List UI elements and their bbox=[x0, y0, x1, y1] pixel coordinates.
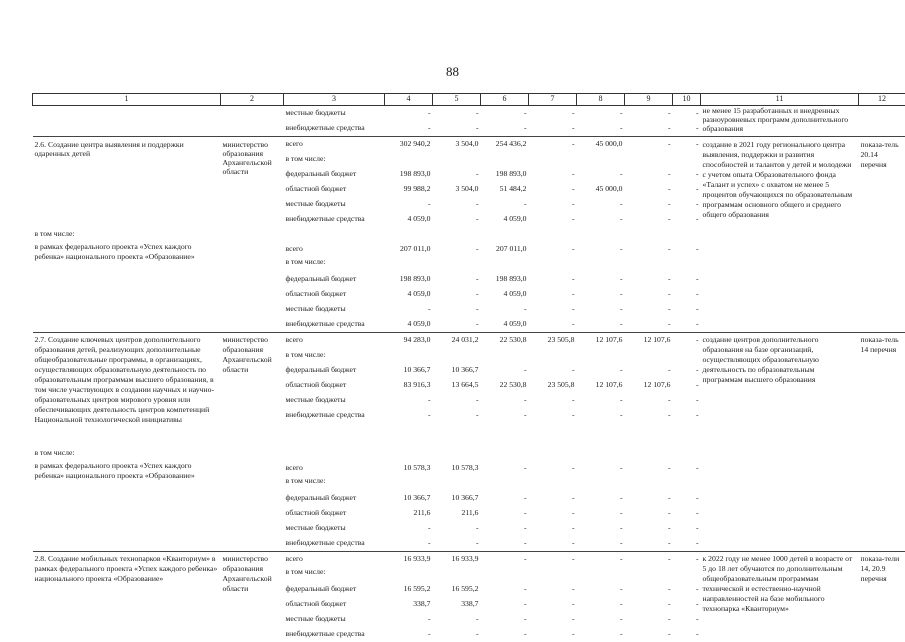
sub-measure-name: в рамках федерального проекта «Успех каждого ребенка» национального проекта «Образование» bbox=[33, 242, 221, 333]
table-row bbox=[33, 446, 905, 461]
table-row: областной бюджет 211,6 211,6 - - - - - bbox=[33, 506, 905, 521]
column-header-row bbox=[33, 94, 905, 106]
column-number: 3 bbox=[284, 94, 385, 106]
table-row: федеральный бюджет 198 893,0 - 198 893,0 - - - - bbox=[33, 167, 905, 182]
expected-result: к 2022 году не менее 1000 детей в возрасте от 5 до 18 лет обучаются по дополнительным общеобразовательным программам технической и естественно-научной направленностей на базе мобильного технопарка «Кванториум» bbox=[701, 552, 859, 642]
table-row: федеральный бюджет 16 595,2 16 595,2 - - - - - bbox=[33, 582, 905, 597]
table-row: областной бюджет 83 916,3 13 664,5 22 530,8 23 505,8 12 107,6 12 107,6 - bbox=[33, 378, 905, 393]
expected-result: создание в 2021 году регионального центра выявления, поддержки и развития способностей и талантов у детей и молодежи с учетом опыта Образовательного фонда «Талант и успех» с охватом не менее 5 процентов обучающихся по образовательным программам основного общего и среднего общего образования bbox=[701, 137, 859, 243]
table-row: местные бюджеты - - - - - - - bbox=[33, 393, 905, 408]
column-number: 8 bbox=[577, 94, 625, 106]
column-number: 6 bbox=[481, 94, 529, 106]
table-row: внебюджетные средства 4 059,0 - 4 059,0 - - - - bbox=[33, 212, 905, 227]
fund-source: местные бюджеты bbox=[284, 106, 385, 122]
table-row: внебюджетные средства - - - - - - - bbox=[33, 121, 905, 137]
table-row: в том числе: bbox=[33, 476, 905, 491]
budget-table bbox=[32, 93, 905, 642]
indicator: показа-тель 14 перечня bbox=[859, 333, 905, 447]
column-number: 5 bbox=[433, 94, 481, 106]
page-number: 88 bbox=[0, 64, 905, 80]
table-row: местные бюджеты - - - - - - - bbox=[33, 197, 905, 212]
table-row: 2.6. Создание центра выявления и поддержки одаренных детей министерство образования Архангельской области всего 302 940,2 3 504,0 254 436,2 - 45 000,0 - - создание в 2021 году регионального центра выявления, поддержки и развития способностей и талантов у детей и молодежи с учетом опыта Образовательного фонда «Талант и успех» с охватом не менее 5 процентов обучающихся по образовательным программам основного общего и среднего общего образования показа-тель 20.14 перечня bbox=[33, 137, 905, 153]
table-row: внебюджетные средства - - - - - - - bbox=[33, 627, 905, 642]
measure-name: 2.8. Создание мобильных технопарков «Кванториум» в рамках федерального проекта «Успех каждого ребенка» национального проекта «Образование» bbox=[33, 552, 221, 642]
table-row: в том числе: bbox=[33, 257, 905, 272]
table-row: в том числе: bbox=[33, 567, 905, 582]
table-row: областной бюджет 338,7 338,7 - - - - - bbox=[33, 597, 905, 612]
measure-name: 2.6. Создание центра выявления и поддержки одаренных детей bbox=[33, 137, 221, 228]
table-row: местные бюджеты - - - - - - - bbox=[33, 521, 905, 536]
column-number: 4 bbox=[385, 94, 433, 106]
table-row: областной бюджет 4 059,0 - 4 059,0 - - - - bbox=[33, 287, 905, 302]
column-number: 2 bbox=[221, 94, 284, 106]
column-number: 12 bbox=[859, 94, 905, 106]
executor: министерство образования Архангельской области bbox=[221, 552, 284, 642]
column-number: 10 bbox=[673, 94, 701, 106]
table-row: внебюджетные средства - - - - - - - bbox=[33, 408, 905, 446]
table-row: местные бюджеты - - - - - - - bbox=[33, 612, 905, 627]
column-number: 11 bbox=[701, 94, 859, 106]
measure-name: 2.7. Создание ключевых центров дополнительного образования детей, реализующих дополнительные общеобразовательные программы, в организациях, осуществляющих образовательную деятельность по образовательным программам высшего образования, в том числе участвующих в создании научных и научно-образовательных центров мирового уровня или обеспечивающих деятельность центров компетенций Национальной технологической инициативы bbox=[33, 333, 221, 447]
executor: министерство образования Архангельской области bbox=[221, 333, 284, 447]
column-number: 1 bbox=[33, 94, 221, 106]
subsection-label: в том числе: bbox=[33, 227, 221, 242]
sub-measure-name: в рамках федерального проекта «Успех каждого ребенка» национального проекта «Образование» bbox=[33, 461, 221, 552]
table-row: в том числе: bbox=[33, 152, 905, 167]
expected-result: создание центров дополнительного образования на базе организаций, осуществляющих образовательную деятельность по образовательным программам высшего образования bbox=[701, 333, 859, 447]
table-row: в том числе: bbox=[33, 348, 905, 363]
indicator: показа-тели 14, 20.9 перечня bbox=[859, 552, 905, 642]
fund-source: внебюджетные средства bbox=[284, 121, 385, 137]
table-row: в рамках федерального проекта «Успех каждого ребенка» национального проекта «Образование» всего 207 011,0 - 207 011,0 - - - - bbox=[33, 242, 905, 257]
table-row: в рамках федерального проекта «Успех каждого ребенка» национального проекта «Образование» всего 10 578,3 10 578,3 - - - - - bbox=[33, 461, 905, 476]
executor: министерство образования Архангельской области bbox=[221, 137, 284, 228]
table-row: областной бюджет 99 988,2 3 504,0 51 484,2 - 45 000,0 - - bbox=[33, 182, 905, 197]
subsection-label: в том числе: bbox=[33, 446, 221, 461]
column-number: 7 bbox=[529, 94, 577, 106]
table-row: местные бюджеты - - - - - - - bbox=[33, 302, 905, 317]
table-row: федеральный бюджет 10 366,7 10 366,7 - - - - - bbox=[33, 363, 905, 378]
table-row: 2.7. Создание ключевых центров дополнительного образования детей, реализующих дополнительные общеобразовательные программы, в организациях, осуществляющих образовательную деятельность по образовательным программам высшего образования, в том числе участвующих в создании научных и научно-образовательных центров мирового уровня или обеспечивающих деятельность центров компетенций Национальной технологической инициативы министерство образования Архангельской области всего 94 283,0 24 031,2 22 530,8 23 505,8 12 107,6 12 107,6 - создание центров дополнительного образования на базе организаций, осуществляющих образовательную деятельность по образовательным программам высшего образования показа-тель 14 перечня bbox=[33, 333, 905, 349]
table-row: внебюджетные средства 4 059,0 - 4 059,0 - - - - bbox=[33, 317, 905, 333]
table-row: местные бюджеты - - - - - - - не менее 15 разработанных и внедренных разноуровневых программ дополнительного образования bbox=[33, 106, 905, 122]
expected-result: не менее 15 разработанных и внедренных разноуровневых программ дополнительного образования bbox=[701, 106, 859, 137]
table-row: 2.8. Создание мобильных технопарков «Кванториум» в рамках федерального проекта «Успех каждого ребенка» национального проекта «Образование» министерство образования Архангельской области всего 16 933,9 16 933,9 - - - - - к 2022 году не менее 1000 детей в возрасте от 5 до 18 лет обучаются по дополнительным общеобразовательным программам технической и естественно-научной направленностей на базе мобильного технопарка «Кванториум» показа-тели 14, 20.9 перечня bbox=[33, 552, 905, 568]
indicator: показа-тель 20.14 перечня bbox=[859, 137, 905, 228]
table-row: федеральный бюджет 10 366,7 10 366,7 - - - - - bbox=[33, 491, 905, 506]
column-number: 9 bbox=[625, 94, 673, 106]
table-row: федеральный бюджет 198 893,0 - 198 893,0 - - - - bbox=[33, 272, 905, 287]
table-row: внебюджетные средства - - - - - - - bbox=[33, 536, 905, 552]
